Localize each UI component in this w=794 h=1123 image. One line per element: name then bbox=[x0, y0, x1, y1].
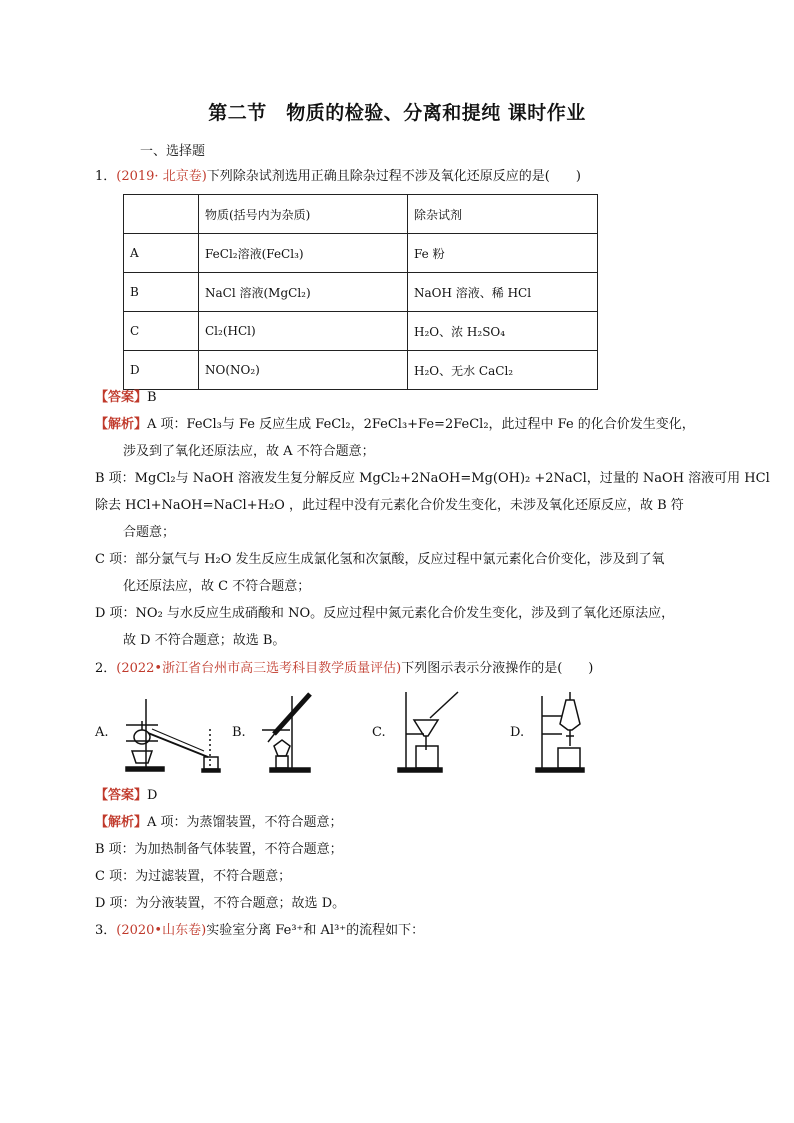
question-3-header bbox=[95, 922, 424, 940]
analysis-line: C 项：部分氯气与 H₂O 发生反应生成氯化氢和次氯酸，反应过程中氯元素化合价变化，涉及到了氧 bbox=[95, 552, 665, 567]
table-row bbox=[124, 351, 598, 390]
filtration-apparatus-image bbox=[392, 690, 472, 775]
option-c-label: C. bbox=[372, 725, 386, 740]
answer-label: 【答案】 bbox=[95, 390, 148, 405]
analysis-line: 涉及到了氧化还原法应，故 A 不符合题意； bbox=[123, 444, 375, 459]
analysis-line bbox=[95, 814, 343, 832]
reagent-table bbox=[123, 194, 598, 390]
table-cell: D bbox=[124, 351, 199, 390]
separatory-funnel-apparatus-image bbox=[532, 690, 602, 775]
analysis-line: C 项：为过滤装置，不符合题意； bbox=[95, 869, 292, 884]
analysis-label: 【解析】 bbox=[95, 815, 148, 830]
option-b-label: B. bbox=[232, 725, 246, 740]
table-cell bbox=[124, 195, 199, 234]
question-stem: 下列图示表示分液操作的是( ) bbox=[401, 661, 594, 676]
question-number: 2． bbox=[95, 661, 117, 676]
section-heading: 一、选择题 bbox=[140, 144, 206, 159]
answer-value: B bbox=[147, 390, 157, 405]
table-cell: NaCl 溶液(MgCl₂) bbox=[199, 273, 408, 312]
table-row bbox=[124, 234, 598, 273]
analysis-line: B 项：为加热制备气体装置，不符合题意； bbox=[95, 842, 343, 857]
page-title: 第二节 物质的检验、分离和提纯 课时作业 bbox=[208, 102, 586, 124]
analysis-label: 【解析】 bbox=[95, 417, 148, 432]
question-1-header bbox=[95, 168, 581, 186]
analysis-line: D 项：NO₂ 与水反应生成硝酸和 NO。反应过程中氮元素化合价发生变化，涉及到了氧化还原法应， bbox=[95, 606, 675, 621]
question-number: 3． bbox=[95, 923, 117, 938]
table-cell: C bbox=[124, 312, 199, 351]
analysis-line: D 项：为分液装置，不符合题意；故选 D。 bbox=[95, 896, 346, 911]
analysis-text: A 项：为蒸馏装置，不符合题意； bbox=[147, 815, 343, 830]
analysis-line: 故 D 不符合题意；故选 B。 bbox=[123, 633, 286, 648]
analysis-line: B 项：MgCl₂与 NaOH 溶液发生复分解反应 MgCl₂+2NaOH=Mg(OH)₂ +2NaCl，过量的 NaOH 溶液可用 HCl bbox=[95, 471, 770, 486]
table-cell: Cl₂(HCl) bbox=[199, 312, 408, 351]
question-2-header bbox=[95, 660, 593, 678]
analysis-line bbox=[95, 416, 695, 434]
answer-label: 【答案】 bbox=[95, 788, 148, 803]
table-cell: NaOH 溶液、稀 HCl bbox=[408, 273, 598, 312]
question-stem: 实验室分离 Fe³⁺和 Al³⁺的流程如下： bbox=[206, 923, 425, 938]
question-number: 1． bbox=[95, 169, 117, 184]
analysis-line: 合题意； bbox=[123, 525, 176, 540]
question-source: (2020•山东卷) bbox=[116, 923, 207, 938]
analysis-text: A 项：FeCl₃与 Fe 反应生成 FeCl₂，2FeCl₃+Fe=2FeCl₂，此过程中 Fe 的化合价发生变化， bbox=[147, 417, 695, 432]
analysis-line: 除去 HCl+NaOH=NaCl+H₂O ，此过程中没有元素化合价发生变化，未涉及氧化还原反应，故 B 符 bbox=[95, 498, 684, 513]
gas-heating-apparatus-image bbox=[252, 690, 332, 775]
table-cell: B bbox=[124, 273, 199, 312]
table-cell: FeCl₂溶液(FeCl₃) bbox=[199, 234, 408, 273]
table-row bbox=[124, 312, 598, 351]
option-a-label: A. bbox=[95, 725, 109, 740]
analysis-line: 化还原法应，故 C 不符合题意； bbox=[123, 579, 311, 594]
table-cell: A bbox=[124, 234, 199, 273]
table-cell: 物质(括号内为杂质) bbox=[199, 195, 408, 234]
table-cell: H₂O、浓 H₂SO₄ bbox=[408, 312, 598, 351]
table-cell: H₂O、无水 CaCl₂ bbox=[408, 351, 598, 390]
question-source: (2022•浙江省台州市高三选考科目教学质量评估) bbox=[116, 661, 402, 676]
table-cell: Fe 粉 bbox=[408, 234, 598, 273]
question-source: (2019· 北京卷) bbox=[116, 169, 207, 184]
table-cell: 除杂试剂 bbox=[408, 195, 598, 234]
table-header-row bbox=[124, 195, 598, 234]
distillation-apparatus-image bbox=[118, 695, 228, 775]
table-row bbox=[124, 273, 598, 312]
question-stem: 下列除杂试剂选用正确且除杂过程不涉及氧化还原反应的是( ) bbox=[206, 169, 581, 184]
answer-value: D bbox=[147, 788, 158, 803]
table-cell: NO(NO₂) bbox=[199, 351, 408, 390]
answer-line-1 bbox=[95, 389, 157, 407]
option-d-label: D. bbox=[510, 725, 525, 740]
answer-line-2 bbox=[95, 787, 157, 805]
